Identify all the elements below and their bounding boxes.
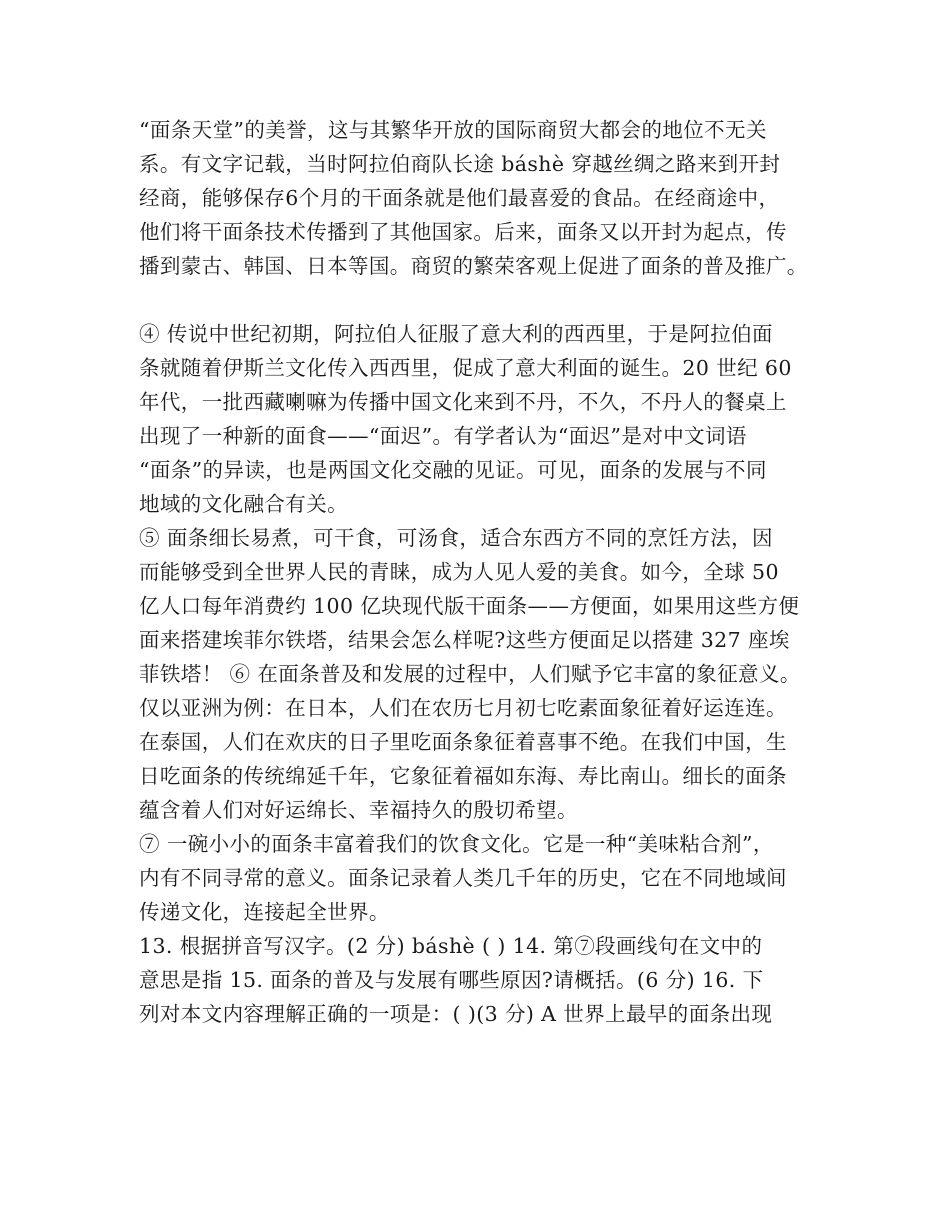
text-line: 传递文化，连接起全世界。 [139,900,390,924]
text-line: 在泰国，人们在欢庆的日子里吃面条象征着喜事不绝。在我们中国，生 [139,730,787,754]
paragraph-3-tail [139,113,829,283]
paragraph-4 [139,317,829,521]
text-line: 蕴含着人们对好运绵长、幸福持久的殷切希望。 [139,798,578,822]
text-line: ⑦ 一碗小小的面条丰富着我们的饮食文化。它是一种“美味粘合剂”， [139,832,774,856]
questions-block [139,929,829,1031]
question-line: 13. 根据拼音写汉字。(2 分) báshè ( ) 14. 第⑦段画线句在文中的 [139,934,763,958]
text-line: 而能够受到全世界人民的青睐，成为人见人爱的美食。如今，全球 50 [139,560,779,584]
text-line: “面条天堂”的美誉，这与其繁华开放的国际商贸大都会的地位不无关 [139,118,767,142]
question-line: 列对本文内容理解正确的一项是：( )(3 分) A 世界上最早的面条出现 [139,1002,773,1026]
document-page [139,113,829,1031]
paragraph-5-6 [139,521,829,827]
text-line: 系。有文字记载，当时阿拉伯商队长途 báshè 穿越丝绸之路来到开封 [139,152,781,176]
paragraph-gap [139,283,829,317]
text-line: 出现了一种新的面食——“面迟”。有学者认为“面迟”是对中文词语 [139,424,747,448]
text-line: 条就随着伊斯兰文化传入西西里，促成了意大利面的诞生。20 世纪 60 [139,356,792,380]
text-line: 日吃面条的传统绵延千年，它象征着福如东海、寿比南山。细长的面条 [139,764,787,788]
text-line: “面条”的异读，也是两国文化交融的见证。可见，面条的发展与不同 [139,458,767,482]
text-line: 年代，一批西藏喇嘛为传播中国文化来到不丹，不久，不丹人的餐桌上 [139,390,787,414]
text-line: 地域的文化融合有关。 [139,492,348,516]
text-line: 内有不同寻常的意义。面条记录着人类几千年的历史，它在不同地域间 [139,866,787,890]
text-line: 面来搭建埃菲尔铁塔，结果会怎么样呢?这些方便面足以搭建 327 座埃 [139,628,790,652]
text-line: 仅以亚洲为例：在日本，人们在农历七月初七吃素面象征着好运连连。 [139,696,787,720]
text-line: 菲铁塔！ ⑥ 在面条普及和发展的过程中，人们赋予它丰富的象征意义。 [139,662,801,686]
text-line: 他们将干面条技术传播到了其他国家。后来，面条又以开封为起点，传 [139,220,787,244]
text-line: 经商，能够保存6个月的干面条就是他们最喜爱的食品。在经商途中， [139,186,780,210]
paragraph-7 [139,827,829,929]
text-line: 亿人口每年消费约 100 亿块现代版干面条——方便面，如果用这些方便 [139,594,800,618]
question-line: 意思是指 15. 面条的普及与发展有哪些原因?请概括。(6 分) 16. 下 [139,968,764,992]
text-line: ⑤ 面条细长易煮，可干食，可汤食，适合东西方不同的烹饪方法，因 [139,526,773,550]
text-line: ④ 传说中世纪初期，阿拉伯人征服了意大利的西西里，于是阿拉伯面 [139,322,773,346]
text-line: 播到蒙古、韩国、日本等国。商贸的繁荣客观上促进了面条的普及推广。 [139,254,808,278]
